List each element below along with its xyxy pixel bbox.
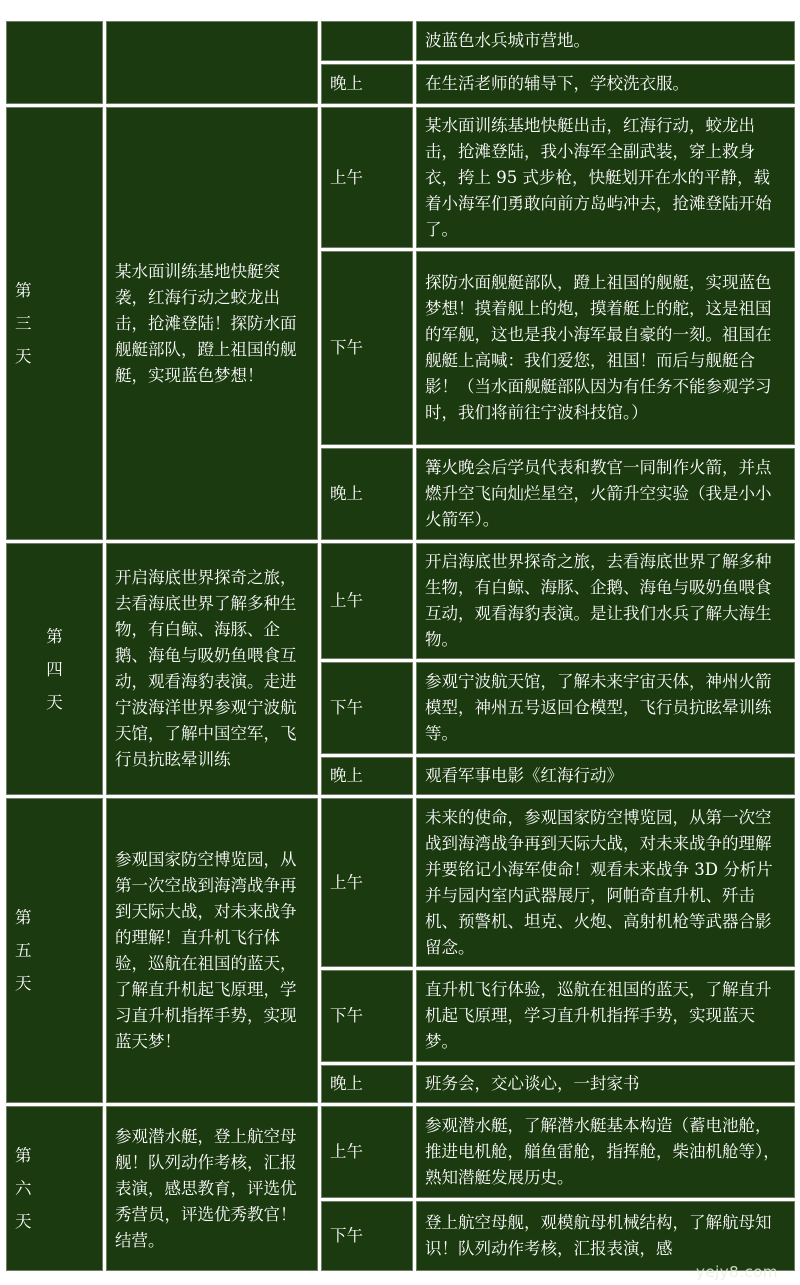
- day-summary: 参观潜水艇，登上航空母舰！队列动作考核，汇报表演，感思教育，评选优秀营员，评选优秀教官！结营。: [106, 1106, 318, 1271]
- period-cell: 晚上: [321, 64, 413, 104]
- detail-cell: 观看军事电影《红海行动》: [416, 757, 795, 795]
- detail-cell: 未来的使命，参观国家防空博览园，从第一次空战到海湾战争再到天际大战，对未来战争的理解并要铭记小海军使命！观看未来战争 3D 分析片并与园内室内武器展厅，阿帕奇直升机、歼击机、预警机、坦克、火炮、高射机枪等武器合影留念。: [416, 798, 795, 967]
- day-label: 第六天: [6, 1106, 103, 1271]
- detail-cell: 波蓝色水兵城市营地。: [416, 21, 795, 61]
- detail-cell: 开启海底世界探奇之旅，去看海底世界了解多种生物，有白鲸、海豚、企鹅、海龟与吸奶鱼喂食互动，观看海豹表演。是让我们水兵了解大海生物。: [416, 543, 795, 659]
- schedule-table: [3, 18, 798, 1274]
- period-cell: [321, 21, 413, 61]
- detail-cell: 在生活老师的辅导下，学校洗衣服。: [416, 64, 795, 104]
- detail-cell: 登上航空母舰，观模航母机械结构，了解航母知识！队列动作考核，汇报表演，感: [416, 1201, 795, 1271]
- table-row: [6, 1106, 795, 1198]
- detail-cell: 参观宁波航天馆，了解未来宇宙天体，神州火箭模型，神州五号返回仓模型，飞行员抗眩晕训练等。: [416, 662, 795, 754]
- period-cell: 下午: [321, 251, 413, 445]
- detail-cell: 某水面训练基地快艇出击，红海行动，蛟龙出击，抢滩登陆，我小海军全副武装，穿上救身衣，挎上 95 式步枪，快艇划开在水的平静，载着小海军们勇敢向前方岛屿冲去，抢滩登陆开始了。: [416, 107, 795, 248]
- day-label: 第四天: [6, 543, 103, 795]
- detail-cell: 篝火晚会后学员代表和教官一同制作火箭，并点燃升空飞向灿烂星空，火箭升空实验（我是小小火箭军）。: [416, 448, 795, 540]
- day-label: 第五天: [6, 798, 103, 1103]
- detail-cell: 参观潜水艇，了解潜水艇基本构造（蓄电池舱，推进电机舱，艏鱼雷舱，指挥舱，柴油机舱等），熟知潜艇发展历史。: [416, 1106, 795, 1198]
- period-cell: 晚上: [321, 757, 413, 795]
- detail-cell: 班务会，交心谈心，一封家书: [416, 1065, 795, 1103]
- period-cell: 下午: [321, 970, 413, 1062]
- period-cell: 上午: [321, 107, 413, 248]
- day-summary: 开启海底世界探奇之旅，去看海底世界了解多种生物，有白鲸、海豚、企鹅、海龟与吸奶鱼喂食互动，观看海豹表演。走进宁波海洋世界参观宁波航天馆，了解中国空军，飞行员抗眩晕训练: [106, 543, 318, 795]
- detail-cell: 探防水面舰艇部队，蹬上祖国的舰艇，实现蓝色梦想！摸着舰上的炮，摸着艇上的舵，这是祖国的军舰，这也是我小海军最自豪的一刻。祖国在舰艇上高喊：我们爱您，祖国！而后与舰艇合影！（当水面舰艇部队因为有任务不能参观学习时，我们将前往宁波科技馆。）: [416, 251, 795, 445]
- day-cell: [6, 21, 103, 104]
- period-cell: 上午: [321, 1106, 413, 1198]
- table-row: [6, 21, 795, 61]
- day-label: 第三天: [6, 107, 103, 540]
- period-cell: 上午: [321, 543, 413, 659]
- detail-cell: 直升机飞行体验，巡航在祖国的蓝天，了解直升机起飞原理，学习直升机指挥手势，实现蓝天梦。: [416, 970, 795, 1062]
- day-summary: 某水面训练基地快艇突袭，红海行动之蛟龙出击，抢滩登陆！探防水面舰艇部队，蹬上祖国的舰艇，实现蓝色梦想！: [106, 107, 318, 540]
- period-cell: 上午: [321, 798, 413, 967]
- period-cell: 下午: [321, 662, 413, 754]
- summary-cell: [106, 21, 318, 104]
- period-cell: 晚上: [321, 448, 413, 540]
- period-cell: 晚上: [321, 1065, 413, 1103]
- table-row: [6, 798, 795, 967]
- table-row: [6, 107, 795, 248]
- watermark: yejy8.com: [696, 1263, 778, 1281]
- table-row: [6, 543, 795, 659]
- period-cell: 下午: [321, 1201, 413, 1271]
- day-summary: 参观国家防空博览园，从第一次空战到海湾战争再到天际大战，对未来战争的理解！直升机飞行体验，巡航在祖国的蓝天，了解直升机起飞原理，学习直升机指挥手势，实现蓝天梦！: [106, 798, 318, 1103]
